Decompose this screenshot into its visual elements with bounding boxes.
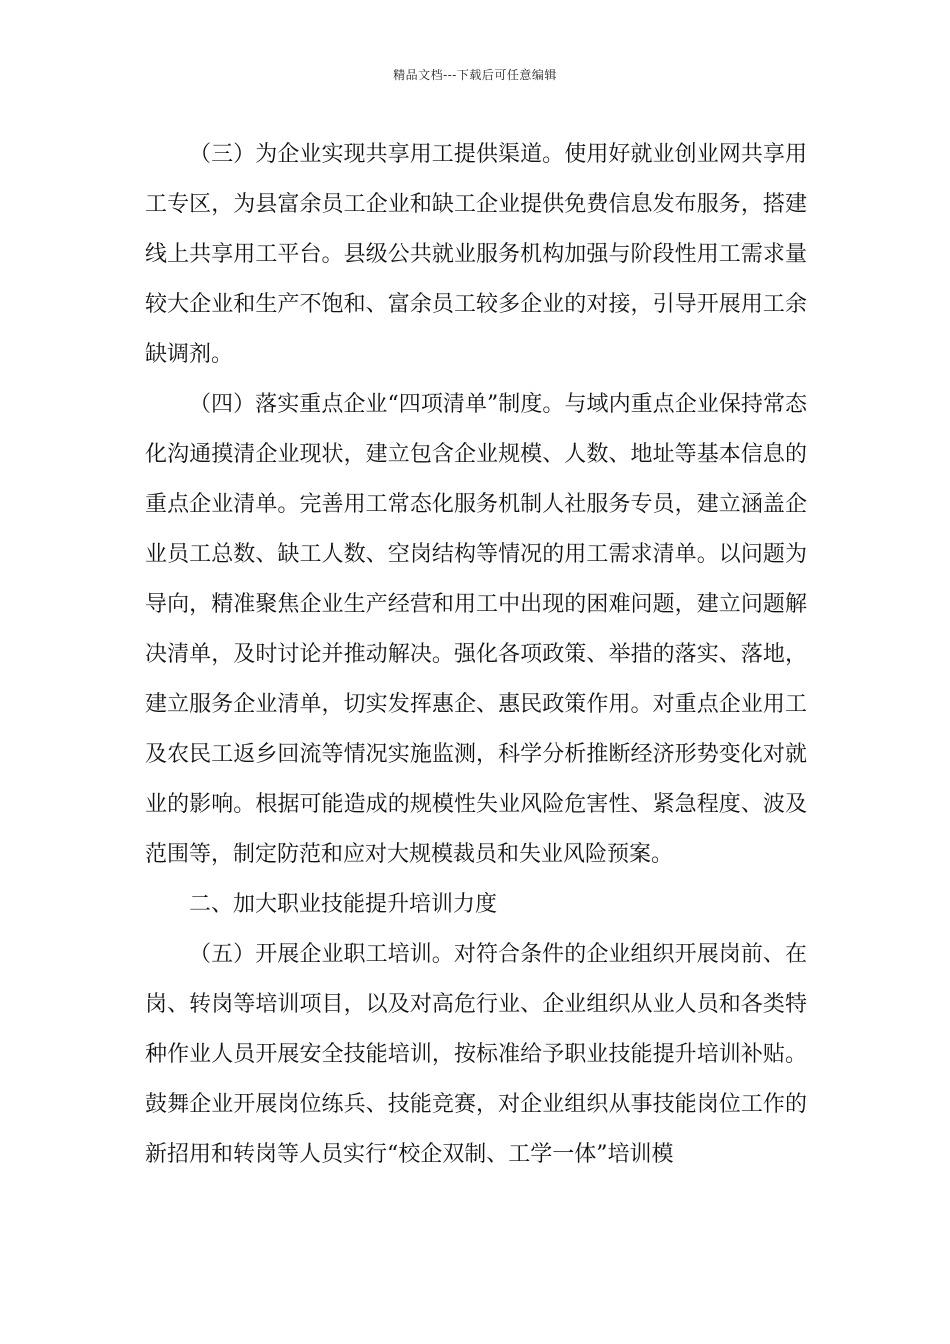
- page-header: 精品文档---下载后可任意编辑: [393, 68, 557, 82]
- paragraph-employee-training: （五）开展企业职工培训。对符合条件的企业组织开展岗前、在岗、转岗等培训项目，以及对高危行业、企业组织从业人员和各类特种作业人员开展安全技能培训，按标准给予职业技能提升培训补贴。鼓舞企业开展岗位练兵、技能竞赛，对企业组织从事技能岗位工作的新招用和转岗等人员实行“校企双制、工学一体”培训模: [145, 942, 807, 1167]
- document-body: [145, 130, 807, 1180]
- paragraph-shared-employment: （三）为企业实现共享用工提供渠道。使用好就业创业网共享用工专区，为县富余员工企业和缺工企业提供免费信息发布服务，搭建线上共享用工平台。县级公共就业服务机构加强与阶段性用工需求量较大企业和生产不饱和、富余员工较多企业的对接，引导开展用工余缺调剂。: [145, 142, 807, 367]
- section-heading-skills-training: 二、加大职业技能提升培训力度: [189, 892, 498, 917]
- paragraph-key-enterprise-lists: （四）落实重点企业“四项清单”制度。与域内重点企业保持常态化沟通摸清企业现状，建立包含企业规模、人数、地址等基本信息的重点企业清单。完善用工常态化服务机制人社服务专员，建立涵盖企业员工总数、缺工人数、空岗结构等情况的用工需求清单。以问题为导向，精准聚焦企业生产经营和用工中出现的困难问题，建立问题解决清单，及时讨论并推动解决。强化各项政策、举措的落实、落地，建立服务企业清单，切实发挥惠企、惠民政策作用。对重点企业用工及农民工返乡回流等情况实施监测，科学分析推断经济形势变化对就业的影响。根据可能造成的规模性失业风险危害性、紧急程度、波及范围等，制定防范和应对大规模裁员和失业风险预案。: [145, 392, 807, 867]
